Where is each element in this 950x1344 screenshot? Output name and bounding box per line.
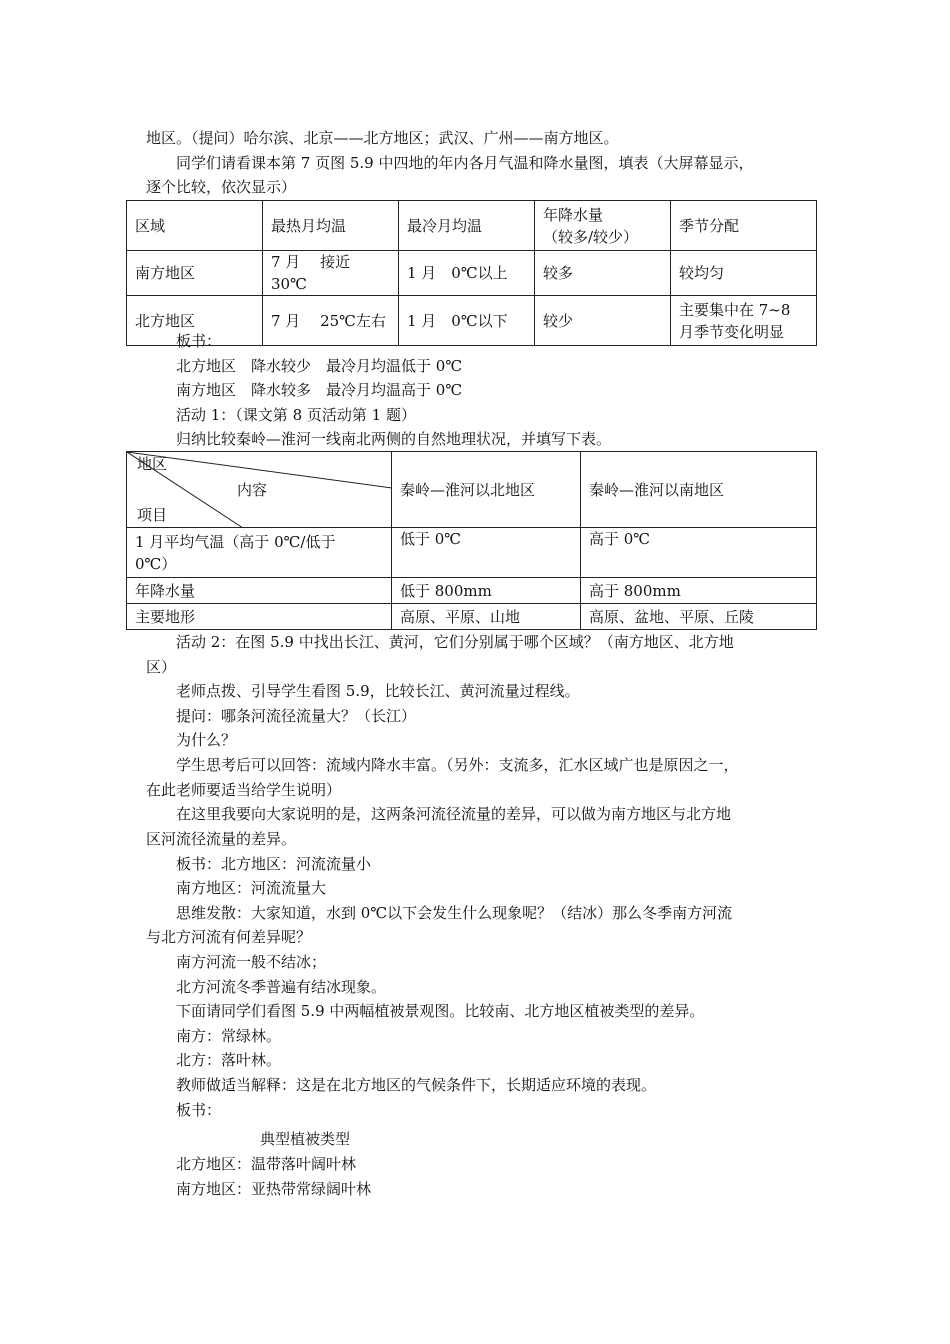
board1-south: 南方地区 降水较多 最冷月均温高于 0℃: [176, 381, 463, 399]
table-cell: 7 月 25℃左右: [263, 296, 399, 346]
paragraph-line: 南方地区：河流流量大: [176, 879, 327, 897]
paragraph-line: 南方河流一般不结冰；: [176, 953, 327, 971]
table-header-cell: 季节分配: [671, 201, 817, 251]
board1-title: 板书：: [176, 332, 222, 350]
table-cell: 1 月 0℃以上: [399, 251, 535, 296]
board1-north: 北方地区 降水较少 最冷月均温低于 0℃: [176, 357, 463, 375]
table-cell: 主要地形: [127, 604, 392, 630]
header-line: 年降水量: [543, 205, 604, 224]
paragraph-line: 学生思考后可以回答：流域内降水丰富。（另外：支流多，汇水区域广也是原因之一，: [176, 756, 739, 774]
activity1-desc: 归纳比较秦岭—淮河一线南北两侧的自然地理状况，并填写下表。: [176, 430, 612, 448]
cell-line: 月季节变化明显: [679, 322, 785, 341]
table-row: [127, 578, 817, 604]
table-header-cell: 秦岭—淮河以北地区: [392, 452, 581, 528]
table-row: [127, 296, 817, 346]
paragraph-line: 与北方河流有何差异呢？: [146, 928, 312, 946]
paragraph-line: 在这里我要向大家说明的是，这两条河流径流量的差异，可以做为南方地区与北方地: [176, 805, 732, 823]
paragraph-line: 为什么？: [176, 731, 237, 749]
intro-line-3: 逐个比较，依次显示）: [146, 178, 297, 196]
climate-comparison-table: [126, 200, 817, 346]
table-cell: 高原、平原、山地: [392, 604, 581, 630]
table-header-cell: [535, 201, 671, 251]
table-cell: 年降水量: [127, 578, 392, 604]
paragraph-line: 老师点拨、引导学生看图 5.9，比较长江、黄河流量过程线。: [176, 682, 580, 700]
table-cell: 低于 0℃: [392, 528, 581, 578]
table-cell: 高于 800mm: [581, 578, 817, 604]
corner-label-content: 内容: [237, 481, 268, 499]
activity1-title: 活动 1：（课文第 8 页活动第 1 题）: [176, 406, 416, 424]
table-row: [127, 604, 817, 630]
table-header-cell: 最热月均温: [263, 201, 399, 251]
table-cell: 较多: [535, 251, 671, 296]
table-cell: 南方地区: [127, 251, 263, 296]
table-cell: 较均匀: [671, 251, 817, 296]
paragraph-line: 北方：落叶林。: [176, 1051, 282, 1069]
paragraph-line: 活动 2：在图 5.9 中找出长江、黄河，它们分别属于哪个区域？（南方地区、北方地: [176, 633, 734, 651]
paragraph-line: 南方：常绿林。: [176, 1027, 282, 1045]
table-cell: 7 月 接近 30℃: [263, 251, 399, 296]
table-cell: [671, 296, 817, 346]
paragraph-line: 板书：: [176, 1101, 222, 1119]
table-row: [127, 528, 817, 578]
table-cell: 高原、盆地、平原、丘陵: [581, 604, 817, 630]
qinling-huaihe-table: [126, 451, 817, 630]
table-cell: [127, 528, 392, 578]
paragraph-line: 南方地区：亚热带常绿阔叶林: [176, 1180, 372, 1198]
header-line: （较多/较少）: [543, 227, 639, 246]
table-header-cell: 最冷月均温: [399, 201, 535, 251]
corner-label-item: 项目: [137, 506, 168, 524]
table-cell: 较少: [535, 296, 671, 346]
paragraph-line: 提问：哪条河流径流量大？（长江）: [176, 707, 417, 725]
table-header-row: [127, 201, 817, 251]
paragraph-line: 北方地区：温带落叶阔叶林: [176, 1155, 357, 1173]
cell-line: 0℃）: [135, 554, 177, 573]
cell-line: 主要集中在 7~8: [679, 300, 791, 319]
diagonal-header-cell: [127, 452, 392, 528]
table-header-cell: 区域: [127, 201, 263, 251]
table-row: [127, 251, 817, 296]
table-cell: 1 月 0℃以下: [399, 296, 535, 346]
intro-line-2: 同学们请看课本第 7 页图 5.9 中四地的年内各月气温和降水量图，填表（大屏幕显示，: [176, 154, 754, 172]
table-cell: 低于 800mm: [392, 578, 581, 604]
paragraph-line: 北方河流冬季普遍有结冰现象。: [176, 978, 387, 996]
paragraph-line: 板书：北方地区：河流流量小: [176, 855, 372, 873]
table-header-row: [127, 452, 817, 528]
intro-line-1: 地区。（提问）哈尔滨、北京——北方地区；武汉、广州——南方地区。: [146, 129, 619, 147]
paragraph-line: 典型植被类型: [260, 1130, 351, 1148]
paragraph-line: 教师做适当解释：这是在北方地区的气候条件下，长期适应环境的表现。: [176, 1076, 657, 1094]
paragraph-line: 在此老师要适当给学生说明）: [146, 781, 342, 799]
cell-line: 1 月平均气温（高于 0℃/低于: [135, 532, 336, 551]
corner-label-region: 地区: [137, 455, 168, 473]
table-header-cell: 秦岭—淮河以南地区: [581, 452, 817, 528]
table-cell: 高于 0℃: [581, 528, 817, 578]
paragraph-line: 思维发散：大家知道，水到 0℃以下会发生什么现象呢？（结冰）那么冬季南方河流: [176, 904, 733, 922]
table-cell: 北方地区: [127, 296, 263, 346]
paragraph-line: 区河流径流量的差异。: [146, 830, 297, 848]
paragraph-line: 下面请同学们看图 5.9 中两幅植被景观图。比较南、北方地区植被类型的差异。: [176, 1002, 705, 1020]
paragraph-line: 区）: [146, 658, 177, 676]
